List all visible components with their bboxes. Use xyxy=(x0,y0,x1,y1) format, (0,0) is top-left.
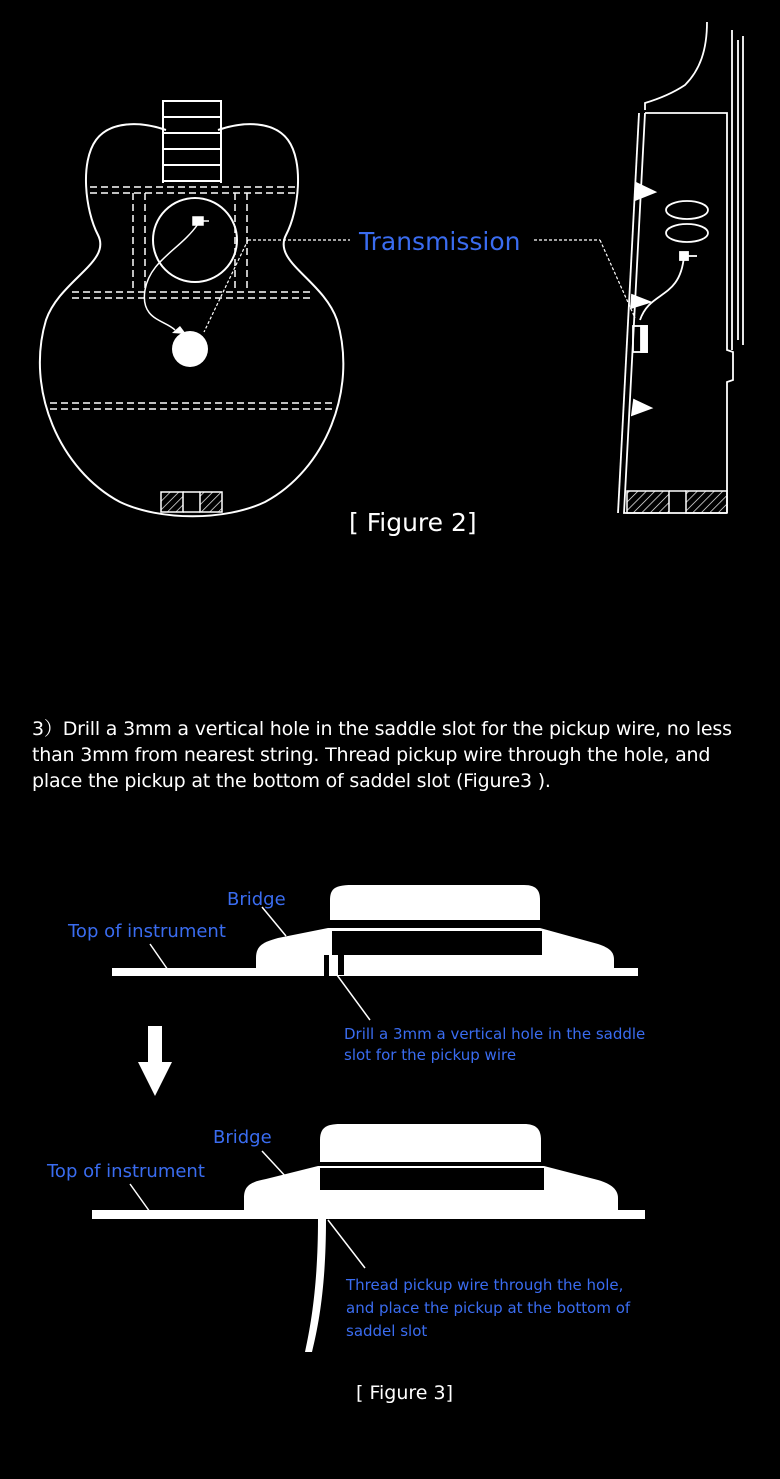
saddle xyxy=(330,885,540,920)
thread-note-line-2: and place the pickup at the bottom of xyxy=(346,1299,631,1317)
drilled-hole xyxy=(324,955,329,976)
bridge-with-pickup xyxy=(92,1124,645,1352)
figure-3-diagram xyxy=(0,860,780,1380)
saddle-bottom xyxy=(320,1124,541,1162)
down-arrow xyxy=(138,1026,172,1096)
top-of-instrument-label-bottom: Top of instrument xyxy=(47,1161,205,1182)
figure-2-diagram xyxy=(0,0,780,560)
guitar-side-view xyxy=(618,22,743,513)
saddle-slot xyxy=(332,931,542,955)
drill-note-line-2: slot for the pickup wire xyxy=(344,1046,517,1064)
top-of-instrument-label-top: Top of instrument xyxy=(68,921,226,942)
step-3-instruction: 3）Drill a 3mm a vertical hole in the saddle slot for the pickup wire, no less than 3mm from nearest string. Thread pickup wire through the hole, and place the pickup at the bottom of saddel slot (Figure3 ). xyxy=(32,718,732,792)
bridge-label-top: Bridge xyxy=(227,889,286,910)
bridge-before-drilling xyxy=(112,885,638,1020)
pickup-wire xyxy=(305,1219,326,1352)
sound-hole xyxy=(153,198,237,282)
transmission-label: Transmission xyxy=(359,227,521,256)
drill-note-line-1: Drill a 3mm a vertical hole in the saddle xyxy=(344,1025,646,1043)
endblock-hatch-front xyxy=(161,492,222,512)
pickup-in-slot xyxy=(320,1168,544,1190)
thread-note-line-3: saddel slot xyxy=(346,1322,428,1340)
guitar-body-outline xyxy=(40,124,343,516)
figure-2-caption: [ Figure 2] xyxy=(349,508,477,537)
thread-note-line-1: Thread pickup wire through the hole, xyxy=(346,1276,624,1294)
bridge-label-bottom: Bridge xyxy=(213,1127,272,1148)
output-jack xyxy=(172,331,208,367)
guitar-front-view xyxy=(40,100,343,516)
guitar-neck xyxy=(163,100,221,183)
figure-3-caption: [ Figure 3] xyxy=(356,1382,454,1404)
